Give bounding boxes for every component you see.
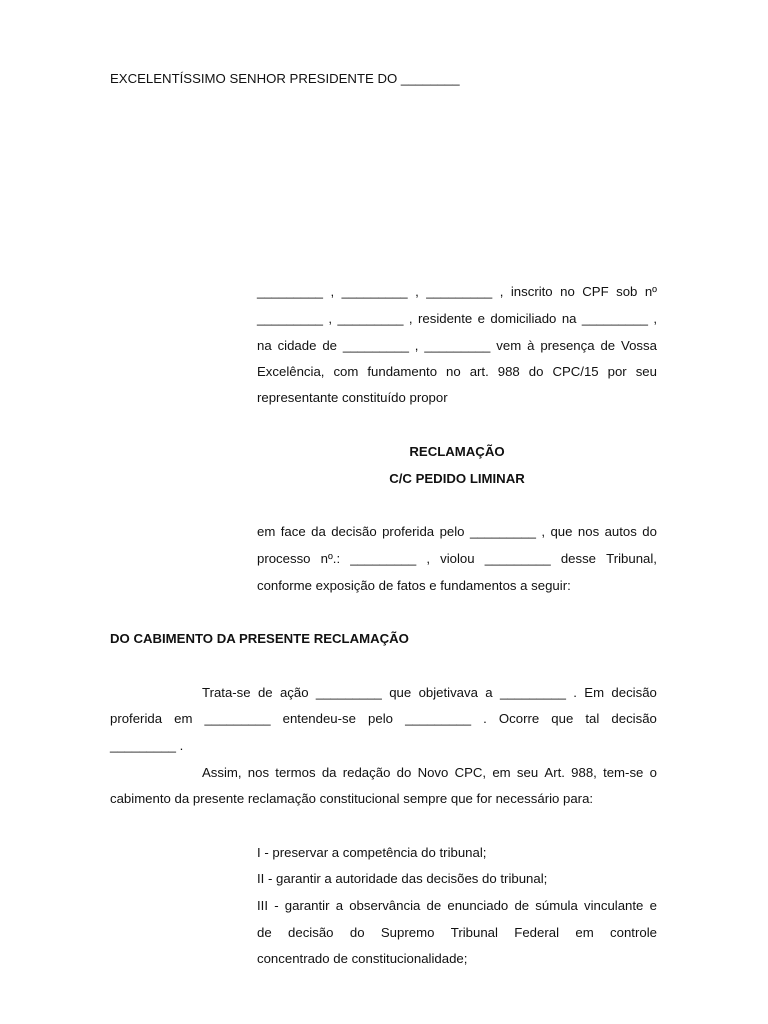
word: decisão	[331, 524, 377, 539]
word: Federal	[514, 925, 559, 940]
word: ,	[415, 284, 419, 299]
word: _________	[257, 284, 324, 299]
para2-line-2: cabimento da presente reclamação constitucional sempre que for necessário para:	[110, 791, 594, 806]
word: _________	[257, 311, 324, 326]
word: da	[311, 524, 326, 539]
qualification-line-2	[257, 311, 657, 327]
list-item-iii-line-2	[257, 925, 657, 941]
word: .	[483, 711, 487, 726]
word: decisão	[611, 711, 657, 726]
word: CPC/15	[552, 364, 599, 379]
word: domiciliado	[490, 311, 557, 326]
word: controle	[610, 925, 657, 940]
word: Novo	[417, 765, 449, 780]
document-subtitle: C/C PEDIDO LIMINAR	[389, 471, 525, 486]
word: nº.:	[320, 551, 341, 566]
word: -	[274, 898, 279, 913]
word: na	[561, 311, 577, 326]
decision-line-1	[257, 524, 657, 540]
word: _________	[405, 711, 472, 726]
word: em	[575, 925, 594, 940]
word: que	[551, 711, 574, 726]
word: ,	[408, 311, 413, 326]
word: Assim,	[202, 765, 242, 780]
word: pelo	[368, 711, 393, 726]
decision-line-2	[257, 551, 657, 567]
section-heading: DO CABIMENTO DA PRESENTE RECLAMAÇÃO	[110, 631, 409, 646]
word: _________	[581, 311, 648, 326]
para2-line-1	[202, 765, 657, 781]
word: no	[446, 364, 461, 379]
word: súmula	[535, 898, 578, 913]
para1-line-1	[202, 685, 657, 701]
word: termos	[275, 765, 316, 780]
word: do	[528, 364, 544, 379]
word: tem-se	[603, 765, 644, 780]
word: por	[607, 364, 627, 379]
qualification-line-3	[257, 338, 657, 354]
word: processo	[257, 551, 311, 566]
word: de	[600, 338, 616, 353]
word: de	[322, 338, 337, 353]
list-item-iii-line-3: concentrado de constitucionalidade;	[257, 951, 468, 966]
word: em	[257, 524, 276, 539]
word: ,	[414, 338, 419, 353]
word: _________	[341, 284, 408, 299]
qualification-line-1	[257, 284, 657, 300]
word: III	[257, 898, 268, 913]
word: presença	[540, 338, 595, 353]
word: do	[349, 925, 365, 940]
word: com	[333, 364, 359, 379]
list-item-iii-line-1	[257, 898, 657, 914]
word: ,	[426, 551, 431, 566]
word: pelo	[439, 524, 465, 539]
word: observância	[349, 898, 421, 913]
word: fundamento	[367, 364, 438, 379]
word: no	[560, 284, 575, 299]
word: Tribunal,	[606, 551, 657, 566]
word: nº	[644, 284, 657, 299]
qualification-line-4	[257, 364, 657, 380]
word: _________	[499, 685, 566, 700]
list-item-ii: II - garantir a autoridade das decisões do tribunal;	[257, 871, 548, 886]
word: inscrito	[510, 284, 553, 299]
word: em	[492, 765, 511, 780]
word: enunciado	[447, 898, 509, 913]
word: 988,	[571, 765, 597, 780]
word: proferida	[110, 711, 163, 726]
word: proferida	[382, 524, 435, 539]
word: ,	[541, 524, 546, 539]
para1-line-2	[110, 711, 657, 727]
word: da	[321, 765, 337, 780]
word: Excelência,	[257, 364, 325, 379]
word: .	[573, 685, 577, 700]
word: de	[257, 685, 273, 700]
para1-line-3: _________ .	[110, 738, 184, 753]
word: do	[642, 524, 657, 539]
word: cidade	[277, 338, 317, 353]
word: seu	[516, 765, 539, 780]
word: redação	[342, 765, 391, 780]
word: Art.	[544, 765, 565, 780]
word: e	[477, 311, 486, 326]
word: o	[649, 765, 657, 780]
word: que	[550, 524, 573, 539]
list-item-i: I - preservar a competência do tribunal;	[257, 845, 487, 860]
word: Vossa	[621, 338, 657, 353]
word: e	[649, 898, 657, 913]
word: _________	[424, 338, 491, 353]
word: em	[174, 711, 193, 726]
word: ,	[328, 311, 333, 326]
word: residente	[418, 311, 473, 326]
word: ,	[499, 284, 504, 299]
word: CPF	[582, 284, 609, 299]
word: à	[527, 338, 535, 353]
word: desse	[560, 551, 597, 566]
word: vem	[496, 338, 522, 353]
word: na	[257, 338, 272, 353]
word: seu	[635, 364, 657, 379]
word: tal	[585, 711, 600, 726]
word: que	[389, 685, 412, 700]
word: _________	[204, 711, 271, 726]
word: _________	[350, 551, 417, 566]
word: sob	[616, 284, 638, 299]
word: ação	[279, 685, 309, 700]
word: decisão	[611, 685, 657, 700]
word: face	[280, 524, 306, 539]
word: entendeu-se	[282, 711, 356, 726]
word: decisão	[288, 925, 334, 940]
word: _________	[337, 311, 404, 326]
word: _________	[469, 524, 536, 539]
word: nos	[247, 765, 270, 780]
word: de	[426, 898, 442, 913]
word: art.	[469, 364, 489, 379]
word: a	[485, 685, 493, 700]
word: de	[257, 925, 272, 940]
qualification-line-5: representante constituído propor	[257, 390, 448, 405]
word: Trata-se	[202, 685, 251, 700]
word: CPC,	[454, 765, 487, 780]
word: ,	[653, 311, 657, 326]
word: _________	[484, 551, 551, 566]
word: violou	[440, 551, 475, 566]
word: garantir	[284, 898, 330, 913]
word: Tribunal	[450, 925, 498, 940]
word: de	[514, 898, 530, 913]
word: autos	[604, 524, 637, 539]
word: vinculante	[584, 898, 644, 913]
word: nos	[577, 524, 600, 539]
word: _________	[315, 685, 382, 700]
word: do	[396, 765, 412, 780]
word: _________	[426, 284, 493, 299]
word: Ocorre	[498, 711, 540, 726]
word: ,	[330, 284, 335, 299]
word: Supremo	[380, 925, 435, 940]
word: 988	[497, 364, 520, 379]
word: Em	[584, 685, 605, 700]
word: _________	[342, 338, 409, 353]
word: objetivava	[418, 685, 478, 700]
addressee-line: EXCELENTÍSSIMO SENHOR PRESIDENTE DO ________	[110, 71, 460, 86]
word: a	[335, 898, 344, 913]
document-title: RECLAMAÇÃO	[409, 444, 505, 459]
decision-line-3: conforme exposição de fatos e fundamentos a seguir:	[257, 578, 571, 593]
